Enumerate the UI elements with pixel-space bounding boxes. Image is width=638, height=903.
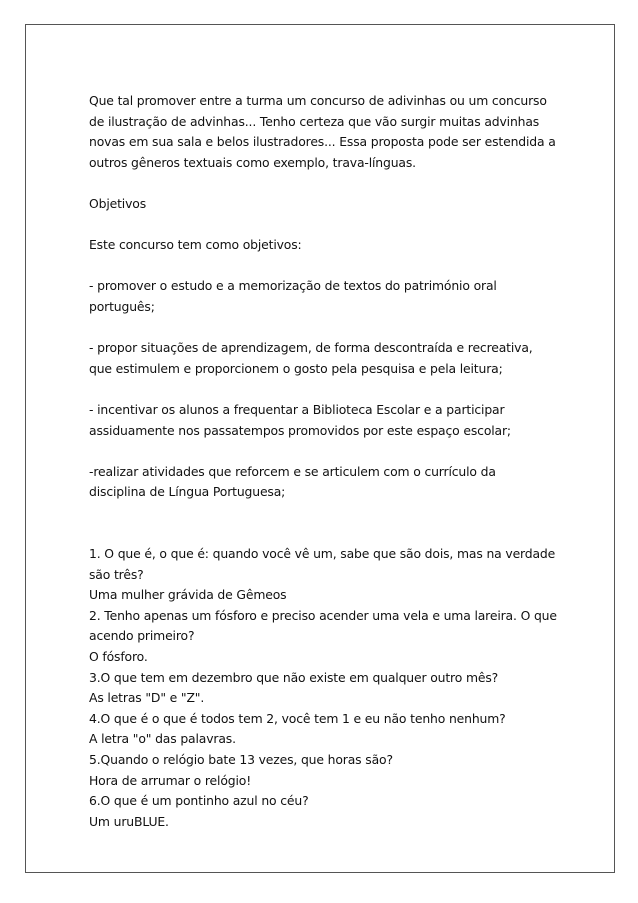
- objectives-heading: Objetivos: [89, 195, 147, 211]
- objective-item: [89, 462, 559, 503]
- riddle-question: 6.O que é um pontinho azul no céu?: [89, 793, 309, 809]
- objective-line: - propor situações de aprendizagem, de forma descontraída e recreativa,: [89, 340, 533, 356]
- intro-line: Que tal promover entre a turma um concurso de adivinhas ou um concurso: [89, 93, 547, 108]
- riddle-question: 5.Quando o relógio bate 13 vezes, que horas são?: [89, 752, 393, 767]
- riddle-question: são três?: [89, 566, 144, 582]
- objective-line: - incentivar os alunos a frequentar a Biblioteca Escolar e a participar: [89, 401, 505, 417]
- intro-line: outros gêneros textuais como exemplo, trava-línguas.: [89, 154, 416, 170]
- objectives-intro: Este concurso tem como objetivos:: [89, 237, 302, 253]
- document-page: [25, 24, 615, 873]
- objective-item: [89, 338, 559, 379]
- objective-line: - promover o estudo e a memorização de textos do património oral: [89, 278, 497, 294]
- riddle-question: 1. O que é, o que é: quando você vê um, sabe que são dois, mas na verdade: [89, 546, 556, 562]
- objective-line: assiduamente nos passatempos promovidos por este espaço escolar;: [89, 422, 511, 438]
- riddle-question: acendo primeiro?: [89, 628, 195, 644]
- riddle-answer: Uma mulher grávida de Gêmeos: [89, 587, 287, 603]
- objective-item: [89, 276, 559, 317]
- intro-line: de ilustração de advinhas... Tenho certeza que vão surgir muitas advinhas: [89, 113, 540, 129]
- riddle-question: 4.O que é o que é todos tem 2, você tem 1 e eu não tenho nenhum?: [89, 710, 506, 726]
- intro-line: novas em sua sala e belos ilustradores... Essa proposta pode ser estendida a: [89, 134, 556, 150]
- objective-line: -realizar atividades que reforcem e se articulem com o currículo da: [89, 463, 496, 479]
- objective-item: [89, 400, 559, 441]
- objective-line: português;: [89, 298, 155, 314]
- riddle-question: 3.O que tem em dezembro que não existe em qualquer outro mês?: [89, 669, 499, 685]
- riddle-answer: Um uruBLUE.: [89, 813, 169, 829]
- intro-paragraph: [89, 91, 559, 173]
- riddles-list: [89, 544, 559, 832]
- objective-line: que estimulem e proporcionem o gosto pela pesquisa e pela leitura;: [89, 360, 503, 376]
- riddle-answer: Hora de arrumar o relógio!: [89, 772, 252, 788]
- riddle-question: 2. Tenho apenas um fósforo e preciso acender uma vela e uma lareira. O que: [89, 607, 557, 623]
- riddle-answer: O fósforo.: [89, 649, 148, 665]
- riddle-answer: A letra "o" das palavras.: [89, 731, 236, 747]
- document-body: [89, 91, 559, 832]
- objective-line: disciplina de Língua Portuguesa;: [89, 484, 286, 500]
- riddle-answer: As letras "D" e "Z".: [89, 690, 205, 706]
